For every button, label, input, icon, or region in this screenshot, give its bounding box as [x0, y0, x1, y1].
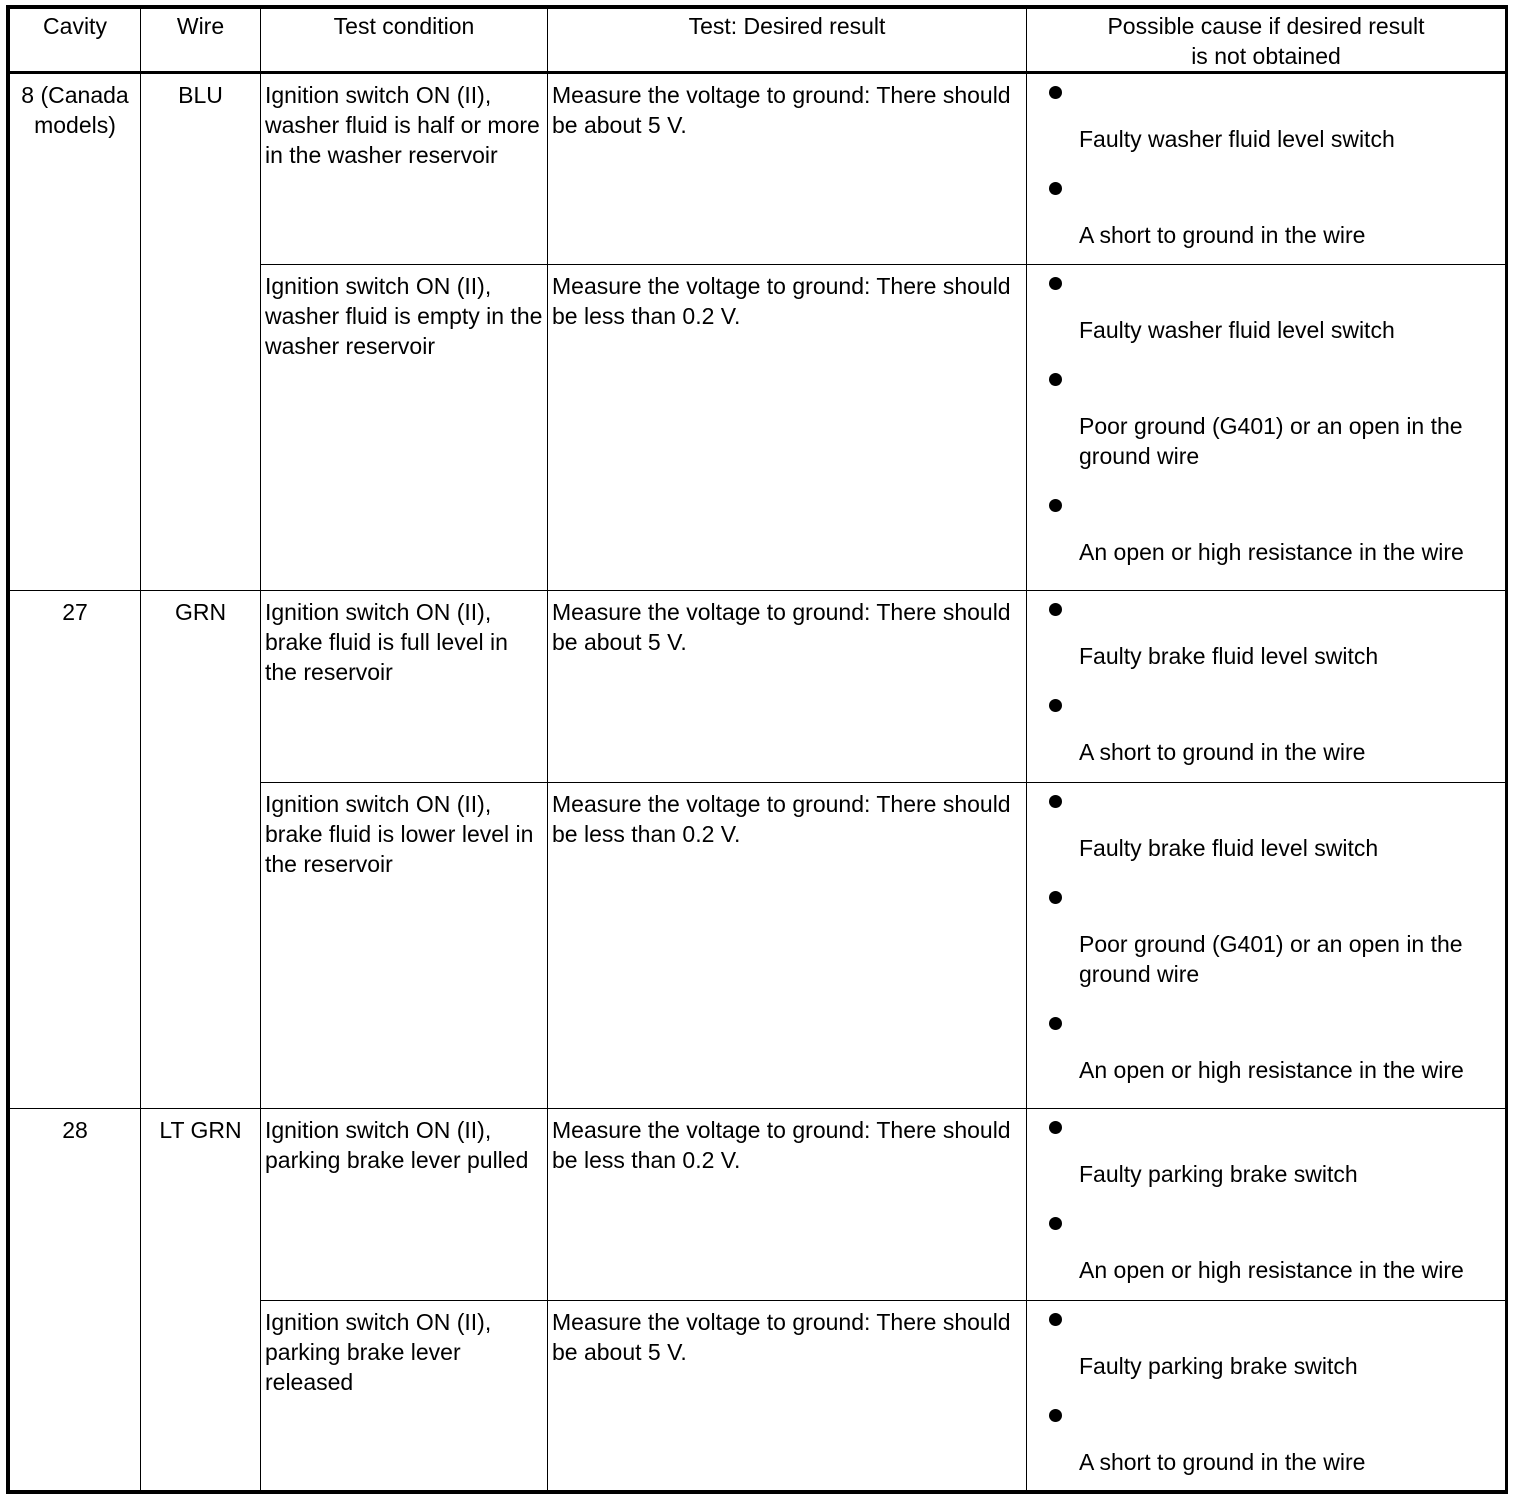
cavity-cell: 8 (Canada models): [10, 73, 141, 591]
list-item: [1027, 1115, 1505, 1211]
bullet-icon: [1049, 1313, 1062, 1326]
header-row: [10, 9, 1506, 73]
cause-text: Faulty washer fluid level switch: [1079, 317, 1395, 343]
cause-list: [1027, 1109, 1505, 1285]
test-condition-cell: Ignition switch ON (II), washer fluid is empty in the washer reservoir: [261, 265, 548, 591]
test-condition-cell: Ignition switch ON (II), parking brake lever released: [261, 1301, 548, 1491]
possible-cause-cell: [1027, 265, 1506, 591]
connector-test-table: [9, 8, 1506, 1491]
wire-cell: LT GRN: [141, 1109, 261, 1491]
table-row: [10, 73, 1506, 265]
bullet-icon: [1049, 1121, 1062, 1134]
list-item: [1027, 176, 1505, 250]
desired-result-cell: Measure the voltage to ground: There should be about 5 V.: [548, 591, 1027, 783]
list-item: [1027, 1011, 1505, 1085]
list-item: [1027, 789, 1505, 885]
cause-text: Poor ground (G401) or an open in the ground wire: [1079, 931, 1463, 987]
cavity-cell: 27: [10, 591, 141, 1109]
test-condition-cell: Ignition switch ON (II), brake fluid is lower level in the reservoir: [261, 783, 548, 1109]
cause-list: [1027, 783, 1505, 1085]
cause-text: Poor ground (G401) or an open in the ground wire: [1079, 413, 1463, 469]
possible-cause-cell: [1027, 783, 1506, 1109]
desired-result-cell: Measure the voltage to ground: There should be less than 0.2 V.: [548, 1109, 1027, 1301]
bullet-icon: [1049, 499, 1062, 512]
header-cavity: Cavity: [10, 9, 141, 73]
list-item: [1027, 597, 1505, 693]
list-item: [1027, 1403, 1505, 1477]
header-possible-cause: [1027, 9, 1506, 73]
header-wire: Wire: [141, 9, 261, 73]
bullet-icon: [1049, 86, 1062, 99]
cause-text: A short to ground in the wire: [1079, 739, 1366, 765]
bullet-icon: [1049, 182, 1062, 195]
cause-text: An open or high resistance in the wire: [1079, 539, 1464, 565]
header-possible-cause-line1: Possible cause if desired result: [1107, 13, 1425, 39]
cause-text: Faulty brake fluid level switch: [1079, 835, 1379, 861]
list-item: [1027, 80, 1505, 176]
bullet-icon: [1049, 373, 1062, 386]
desired-result-cell: Measure the voltage to ground: There should be about 5 V.: [548, 1301, 1027, 1491]
header-test-condition: Test condition: [261, 9, 548, 73]
possible-cause-cell: [1027, 1109, 1506, 1301]
cause-text: Faulty washer fluid level switch: [1079, 126, 1395, 152]
wire-cell: BLU: [141, 73, 261, 591]
list-item: [1027, 693, 1505, 767]
cause-list: [1027, 1301, 1505, 1477]
list-item: [1027, 1211, 1505, 1285]
desired-result-cell: Measure the voltage to ground: There should be less than 0.2 V.: [548, 783, 1027, 1109]
cause-text: Faulty brake fluid level switch: [1079, 643, 1379, 669]
cause-text: A short to ground in the wire: [1079, 222, 1366, 248]
bullet-icon: [1049, 603, 1062, 616]
header-desired-result: Test: Desired result: [548, 9, 1027, 73]
bullet-icon: [1049, 699, 1062, 712]
cause-list: [1027, 74, 1505, 250]
table-row: [10, 591, 1506, 783]
possible-cause-cell: [1027, 1301, 1506, 1491]
cause-text: Faulty parking brake switch: [1079, 1353, 1358, 1379]
bullet-icon: [1049, 1017, 1062, 1030]
cause-text: An open or high resistance in the wire: [1079, 1257, 1464, 1283]
cause-text: An open or high resistance in the wire: [1079, 1057, 1464, 1083]
cavity-cell: 28: [10, 1109, 141, 1491]
desired-result-cell: Measure the voltage to ground: There should be about 5 V.: [548, 73, 1027, 265]
bullet-icon: [1049, 795, 1062, 808]
bullet-icon: [1049, 891, 1062, 904]
list-item: [1027, 367, 1505, 493]
test-condition-cell: Ignition switch ON (II), parking brake lever pulled: [261, 1109, 548, 1301]
bullet-icon: [1049, 1409, 1062, 1422]
bullet-icon: [1049, 277, 1062, 290]
possible-cause-cell: [1027, 73, 1506, 265]
wire-cell: GRN: [141, 591, 261, 1109]
cause-text: A short to ground in the wire: [1079, 1449, 1366, 1475]
list-item: [1027, 885, 1505, 1011]
possible-cause-cell: [1027, 591, 1506, 783]
cause-text: Faulty parking brake switch: [1079, 1161, 1358, 1187]
list-item: [1027, 1307, 1505, 1403]
list-item: [1027, 271, 1505, 367]
test-condition-cell: Ignition switch ON (II), washer fluid is half or more in the washer reservoir: [261, 73, 548, 265]
desired-result-cell: Measure the voltage to ground: There should be less than 0.2 V.: [548, 265, 1027, 591]
list-item: [1027, 493, 1505, 567]
bullet-icon: [1049, 1217, 1062, 1230]
cause-list: [1027, 591, 1505, 767]
table-row: [10, 1109, 1506, 1301]
cause-list: [1027, 265, 1505, 567]
header-possible-cause-line2: is not obtained: [1191, 43, 1341, 69]
test-condition-cell: Ignition switch ON (II), brake fluid is full level in the reservoir: [261, 591, 548, 783]
